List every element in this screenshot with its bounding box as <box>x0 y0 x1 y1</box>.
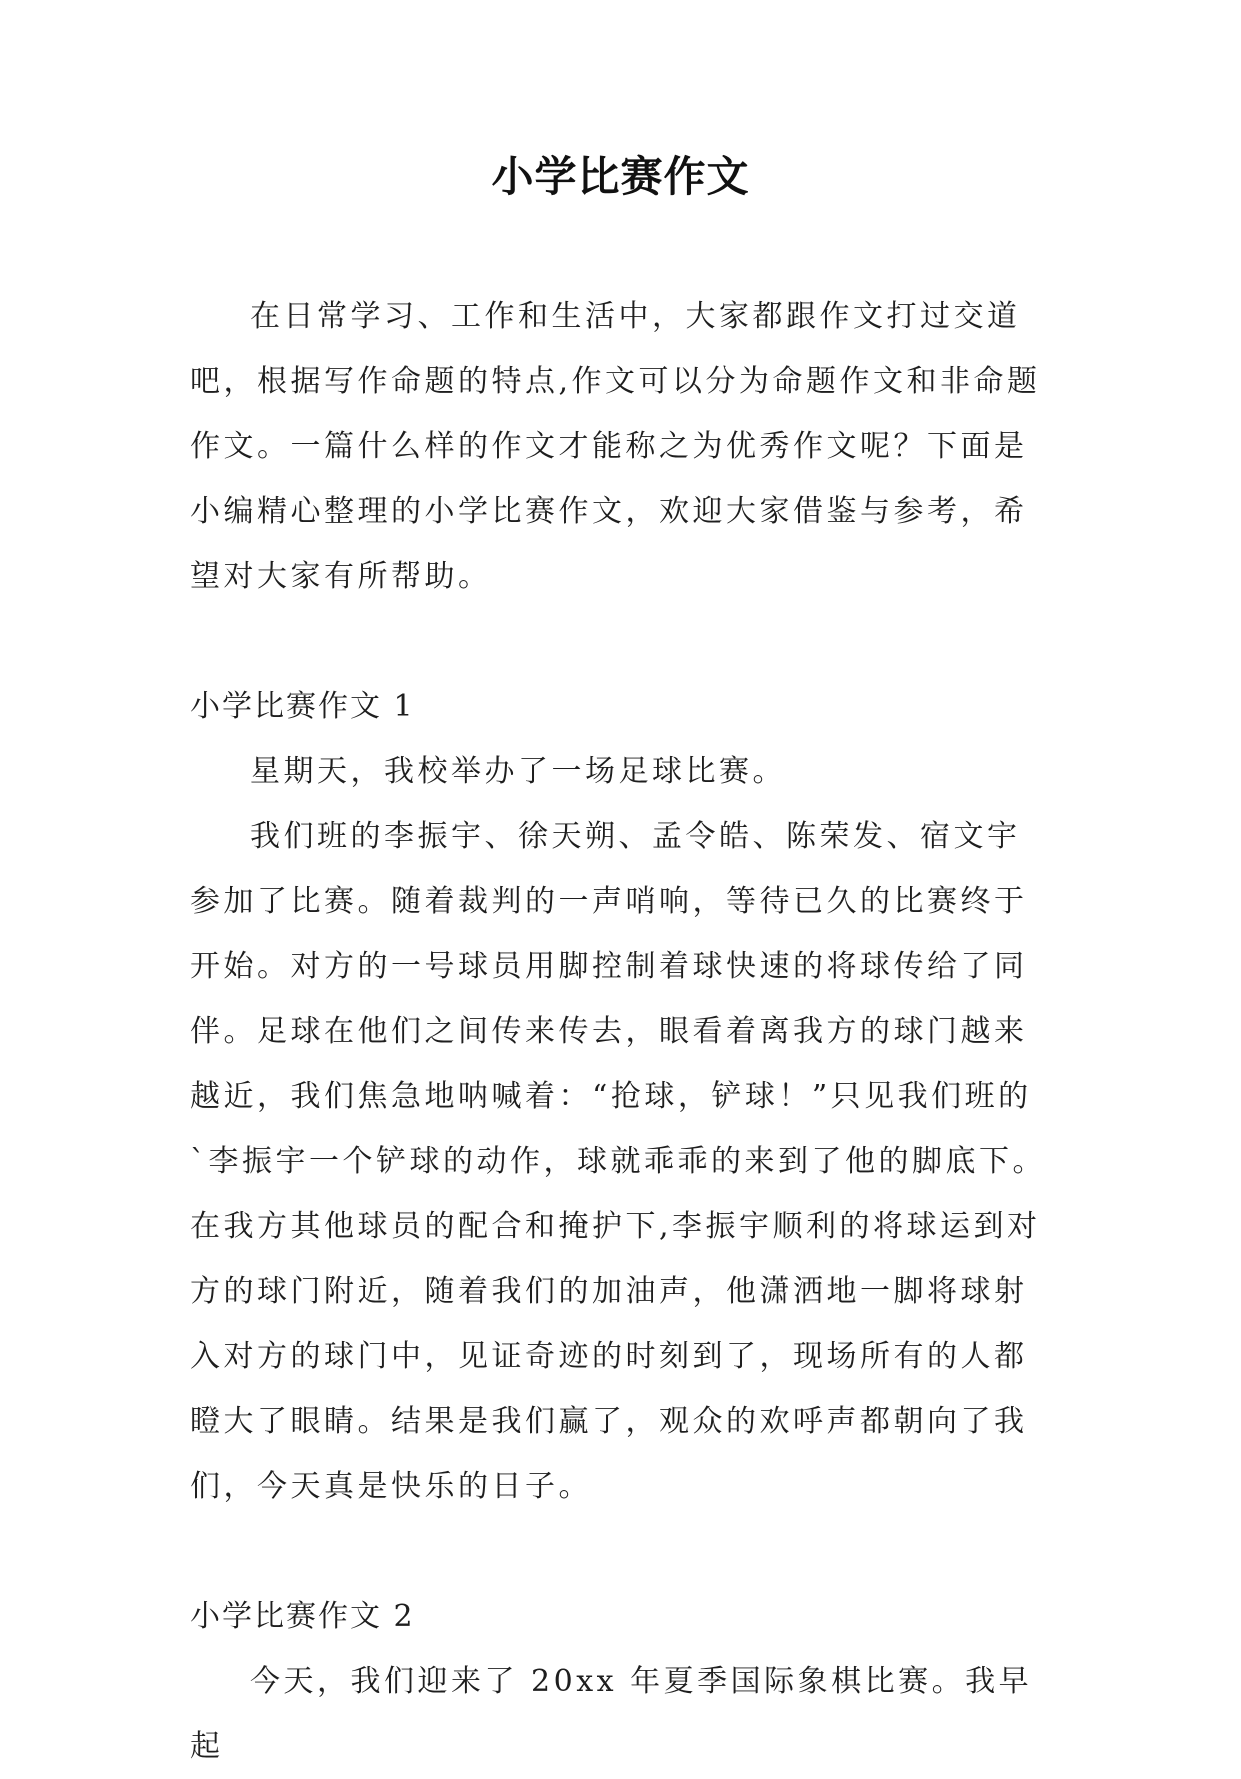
body-paragraph: 今天，我们迎来了 20xx 年夏季国际象棋比赛。我早起 <box>190 1664 1033 1764</box>
section-heading: 小学比赛作文 1 <box>190 689 415 724</box>
section-heading: 小学比赛作文 2 <box>190 1599 415 1634</box>
document-title: 小学比赛作文 <box>491 152 750 201</box>
essay-section-1 <box>190 674 1050 1519</box>
body-paragraph: 星期天，我校举办了一场足球比赛。 <box>250 754 786 789</box>
section-spacer <box>190 1519 1050 1584</box>
intro-paragraph: 在日常学习、工作和生活中，大家都跟作文打过交道吧，根据写作命题的特点,作文可以分为命题作文和非命题作文。一篇什么样的作文才能称之为优秀作文呢？下面是小编精心整理的小学比赛作文，欢迎大家借鉴与参考，希望对大家有所帮助。 <box>190 299 1041 594</box>
document-body <box>190 284 1050 1779</box>
essay-section-2 <box>190 1584 1050 1779</box>
body-paragraph: 我们班的李振宇、徐天朔、孟令皓、陈荣发、宿文宇参加了比赛。随着裁判的一声哨响，等待已久的比赛终于开始。对方的一号球员用脚控制着球快速的将球传给了同伴。足球在他们之间传来传去，眼看着离我方的球门越来越近，我们焦急地呐喊着：“抢球，铲球！”只见我们班的`李振宇一个铲球的动作，球就乖乖的来到了他的脚底下。在我方其他球员的配合和掩护下,李振宇顺利的将球运到对方的球门附近，随着我们的加油声，他潇洒地一脚将球射入对方的球门中，见证奇迹的时刻到了，现场所有的人都瞪大了眼睛。结果是我们赢了，观众的欢呼声都朝向了我们，今天真是快乐的日子。 <box>190 819 1046 1504</box>
